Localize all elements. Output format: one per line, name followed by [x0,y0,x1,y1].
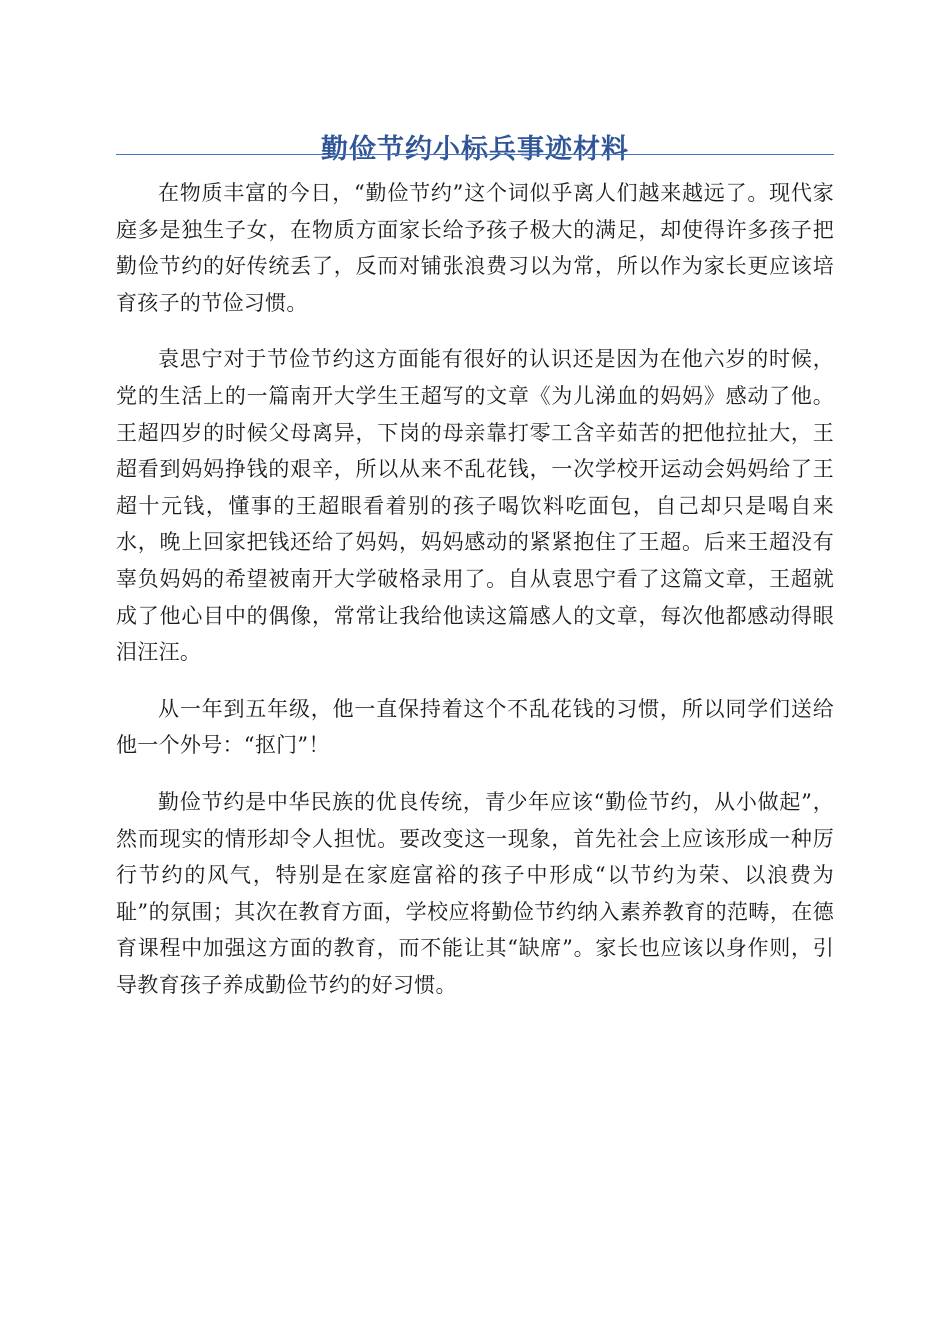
document-title: 勤俭节约小标兵事迹材料 [321,134,629,166]
paragraph-4: 勤俭节约是中华民族的优良传统，青少年应该“勤俭节约，从小做起”，然而现实的情形却令人担忧。要改变这一现象，首先社会上应该形成一种厉行节约的风气，特别是在家庭富裕的孩子中形成“以节约为荣、以浪费为耻”的氛围；其次在教育方面，学校应将勤俭节约纳入素养教育的范畴，在德育课程中加强这方面的教育，而不能让其“缺席”。家长也应该以身作则，引导教育孩子养成勤俭节约的好习惯。 [116,789,834,997]
paragraph-1: 在物质丰富的今日，“勤俭节约”这个词似乎离人们越来越远了。现代家庭多是独生子女，在物质方面家长给予孩子极大的满足，却使得许多孩子把勤俭节约的好传统丢了，反而对铺张浪费习以为常，所以作为家长更应该培育孩子的节俭习惯。 [116,181,834,315]
title-underline [116,154,834,155]
paragraph-2: 袁思宁对于节俭节约这方面能有很好的认识还是因为在他六岁的时候，党的生活上的一篇南开大学生王超写的文章《为儿涕血的妈妈》感动了他。王超四岁的时候父母离异，下岗的母亲靠打零工含辛茹苦的把他拉扯大，王超看到妈妈挣钱的艰辛，所以从来不乱花钱，一次学校开运动会妈妈给了王超十元钱，懂事的王超眼看着别的孩子喝饮料吃面包，自己却只是喝自来水，晚上回家把钱还给了妈妈，妈妈感动的紧紧抱住了王超。后来王超没有辜负妈妈的希望被南开大学破格录用了。自从袁思宁看了这篇文章，王超就成了他心目中的偶像，常常让我给他读这篇感人的文章，每次他都感动得眼泪汪汪。 [116,347,834,665]
document-body [116,175,834,1023]
paragraph-3: 从一年到五年级，他一直保持着这个不乱花钱的习惯，所以同学们送给他一个外号：“抠门”！ [116,696,834,758]
